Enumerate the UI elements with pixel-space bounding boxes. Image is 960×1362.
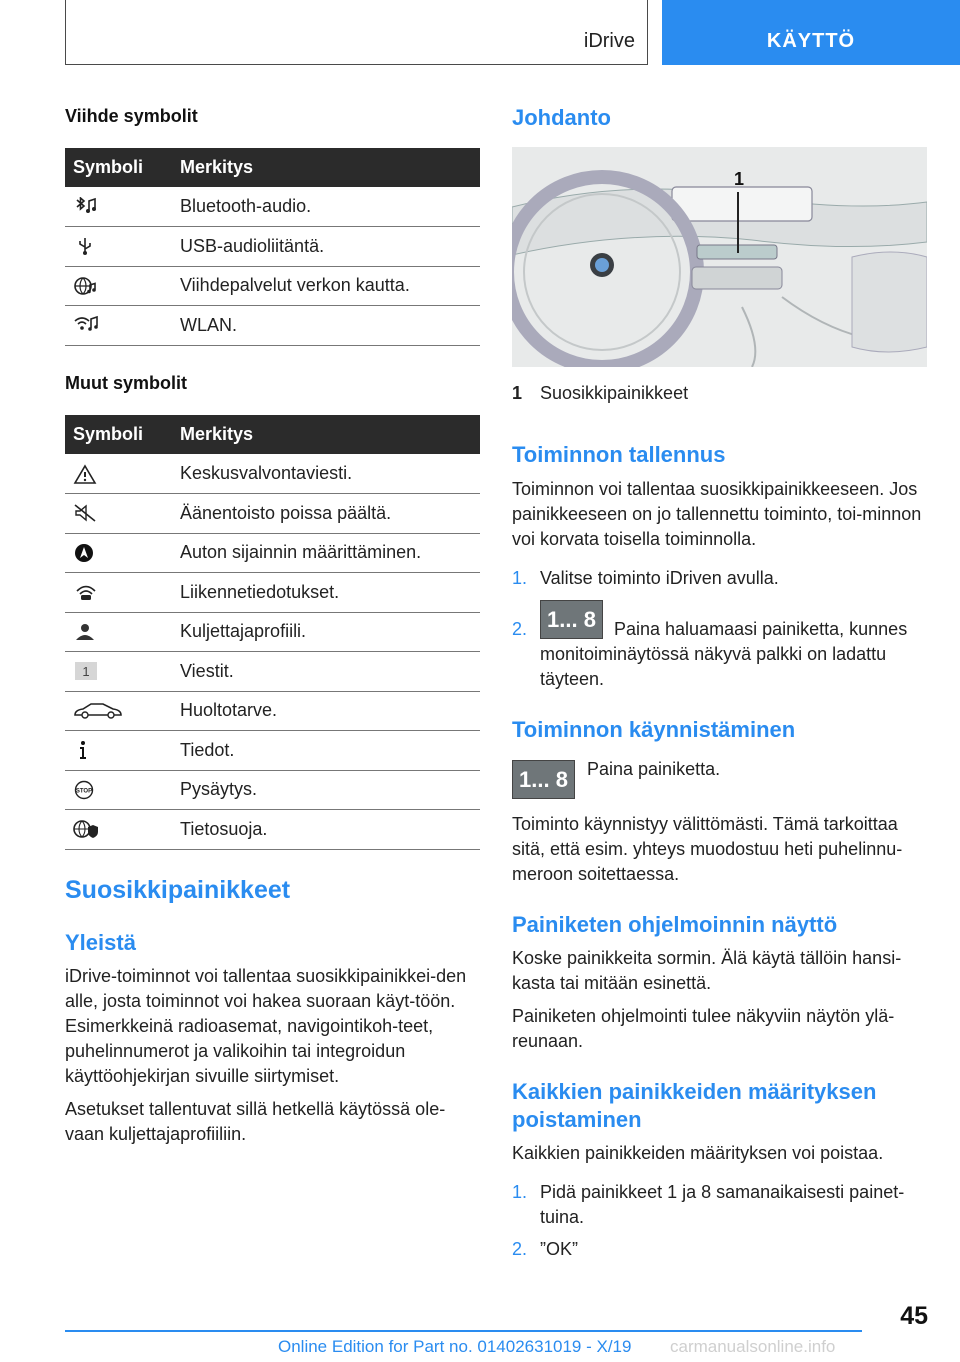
callout-number: 1 — [734, 169, 745, 189]
driver-profile-icon — [73, 622, 99, 642]
other-symbols-heading: Muut symbolit — [65, 373, 187, 393]
symbol-meaning: Liikennetiedotukset. — [172, 573, 480, 613]
usb-icon — [73, 236, 99, 256]
symbol-meaning: Tiedot. — [172, 731, 480, 771]
symbol-meaning: Huoltotarve. — [172, 691, 480, 731]
symbol-meaning: Viestit. — [172, 652, 480, 692]
delete-step-2 — [512, 1237, 932, 1262]
caption-number: 1 — [512, 383, 523, 403]
table-row — [65, 612, 480, 652]
display-paragraph-2: Painiketen ohjelmointi tulee näkyviin näytön ylä-reunaan. — [512, 1006, 895, 1051]
header-section-title: iDrive — [583, 30, 635, 52]
traffic-info-icon — [73, 582, 99, 602]
footer-edition: Online Edition for Part no. 01402631019 - X/19 — [278, 1337, 632, 1356]
col-meaning-header: Merkitys — [172, 148, 480, 187]
table-row — [65, 810, 480, 850]
table-row — [65, 306, 480, 346]
table-row — [65, 691, 480, 731]
header-section-box — [65, 0, 648, 65]
display-paragraph-1: Koske painikkeita sormin. Älä käytä tällöin hansi-kasta tai mitään esinettä. — [512, 948, 902, 993]
save-heading: Toiminnon tallennus — [512, 442, 726, 467]
symbol-meaning: Viihdepalvelut verkon kautta. — [172, 266, 480, 306]
symbol-meaning: WLAN. — [172, 306, 480, 346]
caption-row — [512, 381, 932, 406]
delete-step-1 — [512, 1180, 932, 1227]
general-paragraph-2: Asetukset tallentuvat sillä hetkellä käytössä ole-vaan kuljettajaprofiiliin. — [65, 1099, 446, 1144]
messages-icon-label: 1 — [82, 664, 90, 680]
table-row — [65, 652, 480, 692]
step-number: 1. — [512, 1182, 528, 1202]
save-step-1 — [512, 566, 932, 591]
info-icon — [73, 740, 99, 760]
step-number: 2. — [512, 1239, 528, 1259]
location-icon — [73, 543, 99, 563]
symbol-meaning: Auton sijainnin määrittäminen. — [172, 533, 480, 573]
symbol-meaning: Äänentoisto poissa päältä. — [172, 494, 480, 534]
symbol-meaning: Pysäytys. — [172, 770, 480, 810]
col-symbol-header: Symboli — [65, 148, 172, 187]
entertainment-symbols-table — [65, 148, 480, 346]
footer-watermark: carmanualsonline.info — [670, 1337, 836, 1356]
favorites-heading: Suosikkipainikkeet — [65, 876, 291, 904]
col-meaning-header: Merkitys — [172, 415, 480, 454]
save-paragraph: Toiminnon voi tallentaa suosikkipainikkeeseen. Jos painikkeeseen on jo tallennettu toiminto, toi-minnon voi korvata toisella toiminnolla. — [512, 479, 922, 549]
symbol-meaning: Tietosuoja. — [172, 810, 480, 850]
messages-icon — [73, 661, 99, 681]
display-heading: Painiketen ohjelmoinnin näyttö — [512, 912, 838, 937]
symbol-meaning: Keskusvalvontaviesti. — [172, 454, 480, 494]
caption-text: Suosikkipainikkeet — [540, 383, 689, 403]
table-row — [65, 454, 480, 494]
table-row — [65, 533, 480, 573]
step-text: ”OK” — [540, 1239, 578, 1259]
service-car-icon — [73, 701, 123, 721]
symbol-meaning: Bluetooth-audio. — [172, 187, 480, 227]
table-row — [65, 731, 480, 771]
table-row — [65, 187, 480, 227]
step-text: Pidä painikkeet 1 ja 8 samanaikaisesti painet-tuina. — [540, 1182, 905, 1227]
table-row — [65, 770, 480, 810]
intro-heading: Johdanto — [512, 105, 611, 130]
page-number: 45 — [900, 1302, 928, 1330]
favorite-key-image: 1... 8 — [512, 760, 575, 799]
step-text: Paina haluamaasi painiketta, kunnes monitoiminäytössä näkyvä palkki on ladattu täyteen. — [540, 619, 908, 689]
stop-icon — [73, 780, 99, 800]
speaker-off-icon — [73, 503, 99, 523]
dashboard-illustration — [512, 147, 927, 367]
general-paragraph-1: iDrive-toiminnot voi tallentaa suosikkipainikkei-den alle, josta toiminnot voi hakea suoraan käyt-töön. Esimerkkeinä radioasemat, navigointikoh-teet, puhelinnumerot ja valikoihin tai integroidun käyttöohjekirjan sivuille siirtymiset. — [65, 966, 467, 1086]
entertainment-symbols-heading: Viihde symbolit — [65, 106, 198, 126]
header-chapter-title: KÄYTTÖ — [766, 30, 856, 52]
general-heading: Yleistä — [65, 930, 136, 955]
table-row — [65, 573, 480, 613]
step-number: 2. — [512, 619, 528, 639]
symbol-meaning: Kuljettajaprofiili. — [172, 612, 480, 652]
col-symbol-header: Symboli — [65, 415, 172, 454]
table-row — [65, 494, 480, 534]
step-number: 1. — [512, 568, 528, 588]
dashboard-drawing — [512, 147, 927, 367]
bluetooth-audio-icon — [73, 197, 99, 217]
table-header-row — [65, 148, 480, 187]
header-chapter-tab — [662, 0, 960, 65]
online-entertainment-icon — [73, 276, 99, 296]
privacy-icon — [73, 819, 99, 839]
delete-heading: Kaikkien painikkeiden määrityksen poistaminen — [512, 1079, 877, 1132]
start-heading: Toiminnon käynnistäminen — [512, 717, 796, 742]
table-header-row — [65, 415, 480, 454]
stop-icon-label: STOP — [75, 788, 93, 795]
wlan-audio-icon — [73, 315, 99, 335]
start-paragraph: Toiminto käynnistyy välittömästi. Tämä tarkoittaa sitä, että esim. yhteys muodostuu heti puhelinnu-meroon soitettaessa. — [512, 814, 903, 884]
step-text: Valitse toiminto iDriven avulla. — [540, 568, 779, 588]
footer-divider — [65, 1330, 862, 1332]
favorite-key-image: 1... 8 — [540, 600, 603, 639]
other-symbols-table — [65, 415, 480, 850]
table-row — [65, 227, 480, 267]
symbol-meaning: USB-audioliitäntä. — [172, 227, 480, 267]
warning-icon — [73, 464, 99, 484]
delete-paragraph: Kaikkien painikkeiden määrityksen voi poistaa. — [512, 1143, 884, 1163]
start-key-text: Paina painiketta. — [587, 759, 721, 779]
table-row — [65, 266, 480, 306]
